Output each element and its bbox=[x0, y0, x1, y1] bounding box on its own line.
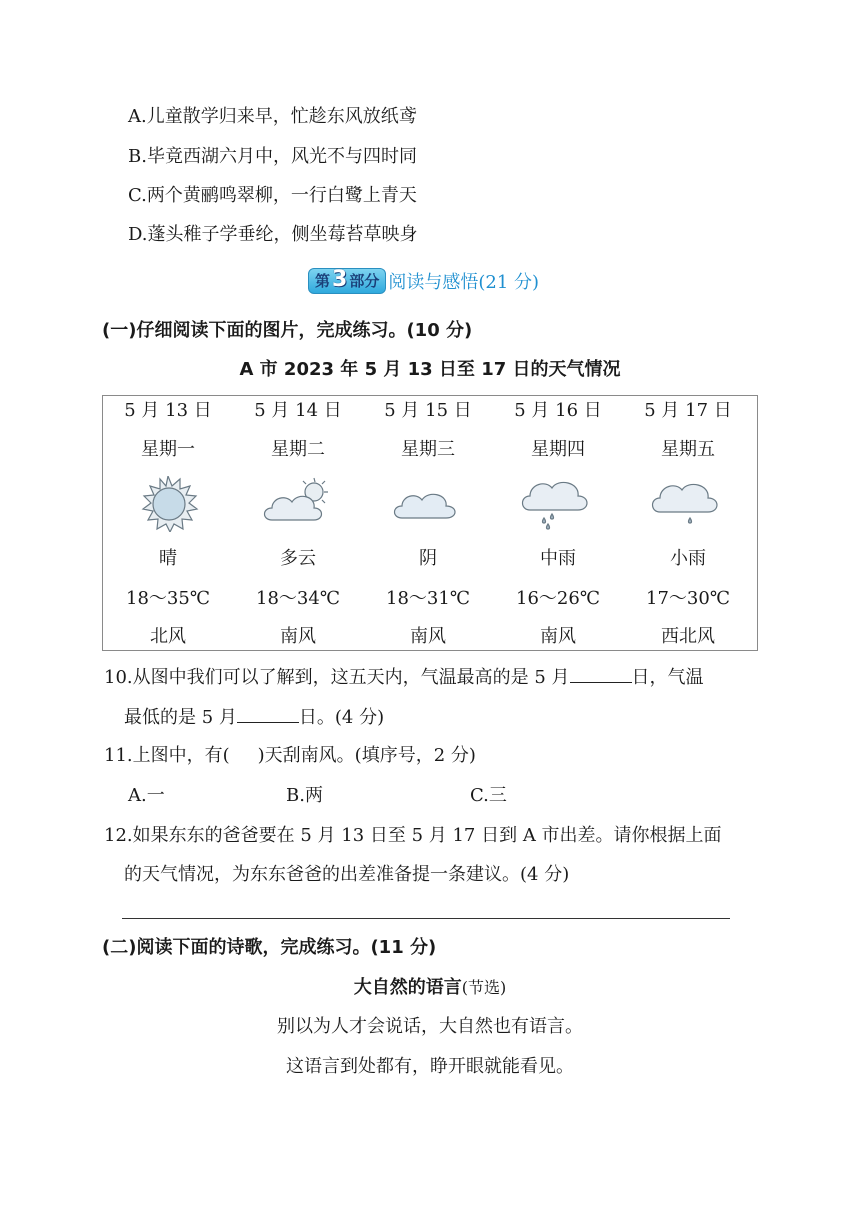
table-title: A 市 2023 年 5 月 13 日至 17 日的天气情况 bbox=[239, 359, 621, 380]
weather-day-4 bbox=[493, 396, 623, 650]
weekday: 星期五 bbox=[661, 439, 715, 460]
weather-day-5 bbox=[623, 396, 753, 650]
date: 5 月 13 日 bbox=[124, 400, 212, 421]
question-10-line-2: 最低的是 5 月 日。(4 分) bbox=[124, 704, 384, 731]
weather-table bbox=[102, 395, 758, 651]
wind-direction: 南风 bbox=[280, 626, 316, 647]
section-title: 阅读与感悟(21 分) bbox=[388, 272, 540, 293]
poem-line-2: 这语言到处都有，睁开眼就能看见。 bbox=[286, 1056, 574, 1077]
section-header bbox=[308, 266, 539, 296]
q11-option-b: B.两 bbox=[286, 785, 323, 806]
part2-heading: (二)阅读下面的诗歌，完成练习。(11 分) bbox=[102, 937, 437, 958]
weekday: 星期四 bbox=[531, 439, 585, 460]
temperature-range: 16～26℃ bbox=[516, 588, 600, 609]
partly-cloudy-icon bbox=[258, 476, 338, 532]
weekday: 星期一 bbox=[141, 439, 195, 460]
weather-type: 多云 bbox=[280, 548, 316, 569]
answer-blank[interactable] bbox=[570, 664, 632, 683]
light-rain-icon bbox=[648, 476, 728, 532]
weekday: 星期二 bbox=[271, 439, 325, 460]
temperature-range: 17～30℃ bbox=[646, 588, 730, 609]
answer-line[interactable] bbox=[122, 918, 730, 919]
weather-type: 小雨 bbox=[670, 548, 706, 569]
wind-direction: 北风 bbox=[150, 626, 186, 647]
wind-direction: 西北风 bbox=[661, 626, 715, 647]
poem-line-1: 别以为人才会说话，大自然也有语言。 bbox=[277, 1016, 583, 1037]
temperature-range: 18～34℃ bbox=[256, 588, 340, 609]
option-d: D.蓬头稚子学垂纶，侧坐莓苔草映身 bbox=[128, 224, 418, 245]
weekday: 星期三 bbox=[401, 439, 455, 460]
answer-blank[interactable] bbox=[237, 704, 299, 723]
date: 5 月 17 日 bbox=[644, 400, 732, 421]
date: 5 月 16 日 bbox=[514, 400, 602, 421]
sun-icon bbox=[128, 476, 208, 532]
cloud-icon bbox=[388, 476, 468, 532]
moderate-rain-icon bbox=[518, 476, 598, 532]
temperature-range: 18～31℃ bbox=[386, 588, 470, 609]
wind-direction: 南风 bbox=[410, 626, 446, 647]
weather-day-2 bbox=[233, 396, 363, 650]
temperature-range: 18～35℃ bbox=[126, 588, 210, 609]
weather-day-1 bbox=[103, 396, 233, 650]
section-badge: 第 3 部分 bbox=[308, 268, 386, 294]
q11-option-c: C.三 bbox=[470, 785, 507, 806]
weather-type: 晴 bbox=[159, 548, 177, 569]
weather-type: 阴 bbox=[419, 548, 437, 569]
poem-title: 大自然的语言(节选) bbox=[353, 977, 507, 998]
question-11: 11.上图中，有( )天刮南风。(填序号，2 分) bbox=[104, 745, 476, 766]
part1-heading: (一)仔细阅读下面的图片，完成练习。(10 分) bbox=[102, 320, 473, 341]
question-12-line-1: 12.如果东东的爸爸要在 5 月 13 日至 5 月 17 日到 A 市出差。请你根据上面 bbox=[104, 825, 722, 846]
date: 5 月 14 日 bbox=[254, 400, 342, 421]
weather-type: 中雨 bbox=[540, 548, 576, 569]
question-10-line-1: 10.从图中我们可以了解到，这五天内，气温最高的是 5 月 日，气温 bbox=[104, 664, 704, 691]
option-a: A.儿童散学归来早，忙趁东风放纸鸢 bbox=[128, 106, 417, 127]
option-c: C.两个黄鹂鸣翠柳，一行白鹭上青天 bbox=[128, 185, 417, 206]
weather-day-3 bbox=[363, 396, 493, 650]
question-12-line-2: 的天气情况，为东东爸爸的出差准备提一条建议。(4 分) bbox=[124, 864, 570, 885]
option-b: B.毕竟西湖六月中，风光不与四时同 bbox=[128, 146, 417, 167]
q11-option-a: A.一 bbox=[128, 785, 165, 806]
wind-direction: 南风 bbox=[540, 626, 576, 647]
date: 5 月 15 日 bbox=[384, 400, 472, 421]
